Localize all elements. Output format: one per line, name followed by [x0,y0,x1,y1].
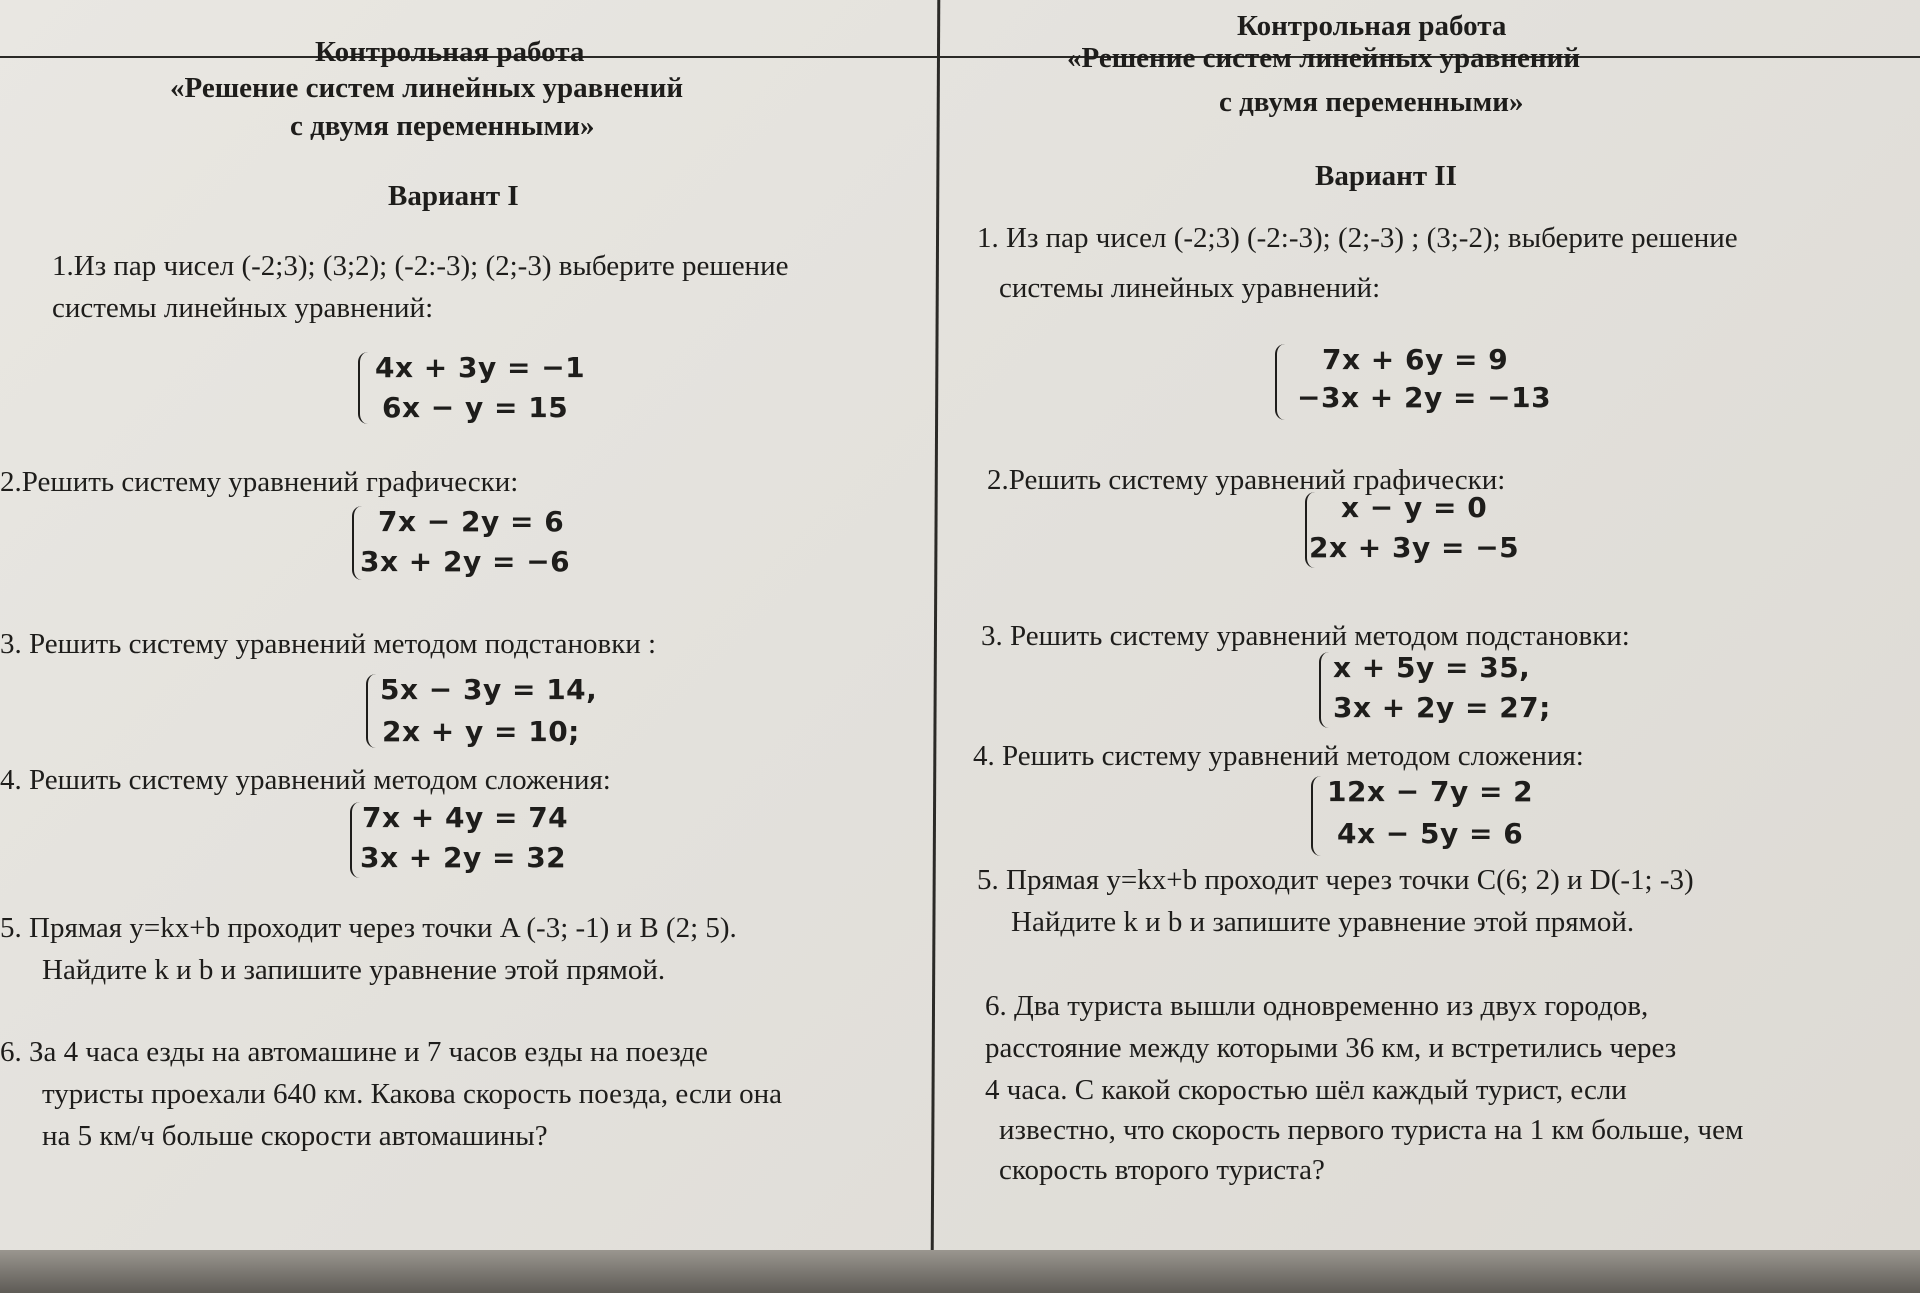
left-task2-eq1: 7x − 2y = 6 [378,505,565,538]
left-task4-eq2: 3x + 2y = 32 [360,841,567,874]
right-title: Контрольная работа [1237,10,1507,42]
right-task1-text-line1: 1. Из пар чисел (-2;3) (-2:-3); (2;-3) ; (3;-2); выберите решение [977,222,1738,254]
right-subtitle-line1: «Решение систем линейных уравнений [1067,42,1581,74]
right-task4-text: 4. Решить систему уравнений методом сложения: [973,740,1584,772]
right-task2-eq1: x − y = 0 [1341,491,1488,524]
left-title: Контрольная работа [315,36,585,68]
left-task4-text: 4. Решить систему уравнений методом сложения: [0,764,611,796]
right-task4-eq1: 12x − 7y = 2 [1327,775,1534,808]
right-task6-text-line5: скорость второго туриста? [999,1154,1325,1186]
right-task6-text-line2: расстояние между которыми 36 км, и встретились через [985,1032,1677,1064]
left-task3-eq2: 2x + y = 10; [382,715,580,748]
left-task1-eq2: 6x − y = 15 [382,391,569,424]
left-task5-text-line2: Найдите k и b и запишите уравнение этой прямой. [42,954,666,986]
right-task1-text-line2: системы линейных уравнений: [999,272,1381,304]
page-bottom-shadow [0,1250,1920,1293]
left-task1-text-line1: 1.Из пар чисел (-2;3); (3;2); (-2:-3); (2;-3) выберите решение [52,250,789,282]
right-variant-heading: Вариант II [1315,160,1457,192]
left-task4-eq1: 7x + 4y = 74 [362,801,569,834]
left-task6-text-line2: туристы проехали 640 км. Какова скорость поезда, если она [42,1078,782,1110]
right-task1-brace [1275,344,1287,420]
left-subtitle-line1: «Решение систем линейных уравнений [170,72,684,104]
right-task4-brace [1311,776,1323,856]
left-task6-text-line1: 6. За 4 часа езды на автомашине и 7 часов езды на поезде [0,1036,708,1068]
left-task5-text-line1: 5. Прямая y=kx+b проходит через точки A (-3; -1) и B (2; 5). [0,912,737,944]
left-task3-eq1: 5x − 3y = 14, [380,673,598,706]
right-task3-eq2: 3x + 2y = 27; [1333,691,1551,724]
right-task3-eq1: x + 5y = 35, [1333,651,1531,684]
right-task3-text: 3. Решить систему уравнений методом подстановки: [981,620,1630,652]
left-subtitle-line2: с двумя переменными» [290,110,595,142]
left-task3-brace [366,674,378,748]
left-task3-text: 3. Решить систему уравнений методом подстановки : [0,628,657,660]
right-task5-text-line1: 5. Прямая y=kx+b проходит через точки C(6; 2) и D(-1; -3) [977,864,1694,896]
right-task2-text: 2.Решить систему уравнений графически: [987,464,1506,496]
left-task6-text-line3: на 5 км/ч больше скорости автомашины? [42,1120,548,1152]
left-task2-eq2: 3x + 2y = −6 [360,545,571,578]
variant-2-column [937,0,1920,1250]
right-task2-eq2: 2x + 3y = −5 [1309,531,1520,564]
right-task5-text-line2: Найдите k и b и запишите уравнение этой прямой. [1011,906,1635,938]
right-task1-eq1: 7x + 6y = 9 [1322,343,1509,376]
left-task1-eq1: 4x + 3y = −1 [375,351,586,384]
left-task2-text: 2.Решить систему уравнений графически: [0,466,519,498]
right-task3-brace [1319,652,1331,728]
left-task1-text-line2: системы линейных уравнений: [52,292,434,324]
right-subtitle-line2: с двумя переменными» [1219,86,1524,118]
left-task1-brace [358,352,370,424]
right-task1-eq2: −3x + 2y = −13 [1297,381,1552,414]
right-task6-text-line1: 6. Два туриста вышли одновременно из двух городов, [985,990,1649,1022]
right-task6-text-line3: 4 часа. С какой скоростью шёл каждый турист, если [985,1074,1627,1106]
variant-1-column [0,0,934,1250]
right-task4-eq2: 4x − 5y = 6 [1337,817,1524,850]
left-variant-heading: Вариант I [388,180,519,212]
right-task6-text-line4: известно, что скорость первого туриста на 1 км больше, чем [999,1114,1744,1146]
